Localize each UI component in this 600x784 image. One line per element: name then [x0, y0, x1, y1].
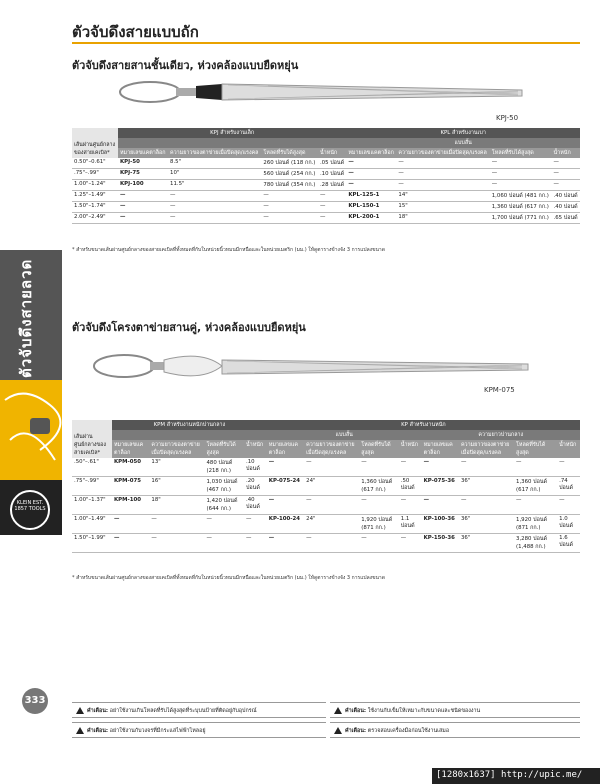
kpj-grip-illustration — [118, 78, 532, 112]
table-cell: 1,060 ปอนด์ (481 กก.) — [490, 191, 552, 202]
table-cell: .10 ปอนด์ — [318, 169, 346, 180]
table-cell: KP-150-36 — [422, 534, 459, 553]
table-cell: .40 ปอนด์ — [552, 202, 581, 213]
table-cell: KP-100-24 — [267, 515, 304, 534]
warning-text: อย่าใช้งานเกินโหลดที่รับได้สูงสุดที่ระบุบนป้ายที่ติดอยู่กับอุปกรณ์ — [109, 708, 257, 714]
s2-h-catalog-3: หมายเลขแคตาล็อก — [422, 440, 459, 458]
s1-h-length-2: ความยาวของตาข่ายเมื่อปิดสุด/แรงคล — [396, 148, 489, 158]
table-cell: .28 ปอนด์ — [318, 180, 346, 191]
table-cell: — — [396, 169, 489, 180]
table-cell: — — [346, 169, 396, 180]
table-cell: 1,360 ปอนด์ (617 กก.) — [514, 477, 557, 496]
s1-h-catalog-2: หมายเลขแคตาล็อก — [346, 148, 396, 158]
s2-h-weight: น้ำหนัก — [244, 440, 267, 458]
table-cell: — — [422, 458, 459, 477]
s1-h-load: โหลดที่รับได้สูงสุด — [261, 148, 318, 158]
table-row — [72, 180, 580, 191]
s2-h-length-3: ความยาวของตาข่ายเมื่อปิดสุด/แรงคล — [459, 440, 514, 458]
table-cell: .20 ปอนด์ — [244, 477, 267, 496]
table-cell: KPJ-75 — [118, 169, 168, 180]
table-cell: — — [118, 202, 168, 213]
table-cell: 11.5" — [168, 180, 261, 191]
s2-h-load: โหลดที่รับได้สูงสุด — [204, 440, 244, 458]
table-cell: 1,920 ปอนด์ (871 กก.) — [514, 515, 557, 534]
warning-label: คำเตือน: — [345, 728, 367, 734]
table-cell: .05 ปอนด์ — [318, 158, 346, 169]
table-cell: — — [168, 191, 261, 202]
table-cell: — — [557, 496, 580, 515]
table-cell-diameter: 1.25"–1.49" — [72, 191, 118, 202]
table-cell: — — [149, 515, 204, 534]
table-cell: — — [514, 458, 557, 477]
s2-h-length-2: ความยาวของตาข่ายเมื่อปิดสุด/แรงคล — [304, 440, 359, 458]
s2-group2-sub1: แบบสั้น — [267, 430, 422, 440]
table-row — [72, 534, 580, 553]
table-cell: 1,030 ปอนด์ (467 กก.) — [204, 477, 244, 496]
section1-model-label: KPJ-50 — [496, 114, 519, 122]
table-row — [72, 202, 580, 213]
table-cell-diameter: .50"–.61" — [72, 458, 112, 477]
table-cell: — — [359, 458, 399, 477]
table-cell: 1.0 ปอนด์ — [557, 515, 580, 534]
table-cell: — — [552, 169, 581, 180]
section1-table — [72, 128, 580, 224]
table-cell-diameter: .75"–.99" — [72, 169, 118, 180]
table-cell: 18" — [149, 496, 204, 515]
side-photo-graphic — [0, 380, 62, 480]
warning-1 — [72, 702, 326, 718]
table-cell-diameter: 1.00"–1.49" — [72, 515, 112, 534]
section2-title: ตัวจับดึงโครงตาข่ายสานคู่, ห่วงคล้องแบบยืดหยุ่น — [72, 321, 306, 334]
table-cell: — — [244, 515, 267, 534]
section1-footnote: * สำหรับขนาดเส้นผ่านศูนย์กลางของสายเคเบิลที่ทั้งหมดที่กับในหน่วยนิ้วหมนมีกหนือและในหน่วยเมตริก (มม.) ให้ดูตารางข้างจัง 3 การแปลงขนาด — [72, 247, 385, 253]
table-cell: 10" — [168, 169, 261, 180]
s2-group1-spacer — [112, 430, 267, 440]
warning-text: ใช้งานกับเข็มให้เหมาะกับขนาดและชนิดของงาน — [367, 708, 481, 714]
s2-group2-sub2: ความยาวปานกลาง — [422, 430, 580, 440]
s1-col-diameter-header: เส้นผ่านศูนย์กลางของสายเคเบิล* — [72, 128, 118, 158]
s1-h-load-2: โหลดที่รับได้สูงสุด — [490, 148, 552, 158]
section2-model-label: KPM-075 — [484, 386, 515, 394]
table-cell: — — [557, 458, 580, 477]
klein-logo: KLEIN EST. 1857 TOOLS — [10, 490, 50, 530]
table-row — [72, 213, 580, 224]
table-cell-diameter: 1.50"–1.74" — [72, 202, 118, 213]
table-cell: KP-075-24 — [267, 477, 304, 496]
s2-group2-header: KP สำหรับงานหนัก — [267, 420, 580, 430]
table-cell: — — [267, 458, 304, 477]
table-cell: KPM-075 — [112, 477, 149, 496]
table-row — [72, 169, 580, 180]
table-cell: 780 ปอนด์ (354 กก.) — [261, 180, 318, 191]
table-row — [72, 158, 580, 169]
side-photo — [0, 380, 62, 480]
warning-3 — [72, 722, 326, 738]
table-cell: — — [261, 213, 318, 224]
table-row — [72, 496, 580, 515]
s1-h-weight: น้ำหนัก — [318, 148, 346, 158]
kpm-grip-illustration — [92, 346, 532, 386]
table-cell-diameter: 2.00"–2.49" — [72, 213, 118, 224]
image-source-footer: [1280x1637] http://upic.me/ — [432, 768, 600, 784]
table-cell: 1,360 ปอนด์ (617 กก.) — [490, 202, 552, 213]
table-cell: 36" — [459, 515, 514, 534]
warning-icon — [334, 727, 342, 734]
section2-table — [72, 420, 580, 553]
page-title: ตัวจับดึงสายแบบถัก — [72, 23, 199, 41]
table-row — [72, 458, 580, 477]
table-cell: — — [318, 202, 346, 213]
table-cell-diameter: 1.00"–1.37" — [72, 496, 112, 515]
table-cell: .40 ปอนด์ — [552, 191, 581, 202]
table-cell: — — [304, 534, 359, 553]
table-cell-diameter: 1.00"–1.24" — [72, 180, 118, 191]
s2-h-load-3: โหลดที่รับได้สูงสุด — [514, 440, 557, 458]
s2-table-body — [72, 458, 580, 553]
table-cell: 1.6 ปอนด์ — [557, 534, 580, 553]
table-cell: — — [399, 458, 422, 477]
table-cell: — — [304, 458, 359, 477]
table-cell: .40 ปอนด์ — [244, 496, 267, 515]
table-cell: — — [422, 496, 459, 515]
s2-h-weight-3: น้ำหนัก — [557, 440, 580, 458]
title-rule — [72, 42, 580, 44]
table-cell: — — [261, 202, 318, 213]
s1-group2-sub: แบบสั้น — [346, 138, 580, 148]
warning-icon — [334, 707, 342, 714]
table-cell: — — [204, 534, 244, 553]
table-cell: 24" — [304, 515, 359, 534]
table-cell: 480 ปอนด์ (218 กก.) — [204, 458, 244, 477]
warning-2 — [330, 702, 580, 718]
table-cell: 18" — [396, 213, 489, 224]
s2-group1-header: KPM สำหรับงานหนักปานกลาง — [112, 420, 267, 430]
table-cell: — — [399, 496, 422, 515]
table-cell: — — [514, 496, 557, 515]
table-cell: — — [346, 180, 396, 191]
table-cell: — — [112, 534, 149, 553]
table-cell: — — [318, 213, 346, 224]
table-row — [72, 515, 580, 534]
table-cell: 15" — [396, 202, 489, 213]
table-cell: — — [261, 191, 318, 202]
table-cell: .65 ปอนด์ — [552, 213, 581, 224]
table-cell: 3,280 ปอนด์ (1,488 กก.) — [514, 534, 557, 553]
table-row — [72, 477, 580, 496]
table-cell: — — [112, 515, 149, 534]
table-cell: 13" — [149, 458, 204, 477]
table-cell: — — [396, 180, 489, 191]
table-cell: 36" — [459, 534, 514, 553]
table-cell: — — [267, 534, 304, 553]
table-cell: KP-100-36 — [422, 515, 459, 534]
table-cell: — — [168, 202, 261, 213]
table-cell: .50 ปอนด์ — [399, 477, 422, 496]
table-cell: 24" — [304, 477, 359, 496]
table-cell: KPJ-50 — [118, 158, 168, 169]
table-cell: 1,700 ปอนด์ (771 กก.) — [490, 213, 552, 224]
table-cell: — — [490, 169, 552, 180]
table-cell: 36" — [459, 477, 514, 496]
table-cell-diameter: 0.50"–0.61" — [72, 158, 118, 169]
warning-text: ตรวจสอบเครื่องมือก่อนใช้งานเสมอ — [367, 728, 450, 734]
table-cell: — — [459, 496, 514, 515]
warning-icon — [76, 707, 84, 714]
section1-title: ตัวจับดึงสายสานชั้นเดียว, ห่วงคล้องแบบยืดหยุ่น — [72, 59, 299, 72]
table-cell: KPL-150-1 — [346, 202, 396, 213]
s2-h-weight-2: น้ำหนัก — [399, 440, 422, 458]
table-cell: — — [399, 534, 422, 553]
warning-label: คำเตือน: — [345, 708, 367, 714]
warning-icon — [76, 727, 84, 734]
s1-h-length: ความยาวของตาข่ายเมื่อปิดสุด/แรงคล — [168, 148, 261, 158]
s1-h-catalog: หมายเลขแคตาล็อก — [118, 148, 168, 158]
s1-h-weight-2: น้ำหนัก — [552, 148, 581, 158]
warning-label: คำเตือน: — [87, 708, 109, 714]
table-cell: — — [490, 180, 552, 191]
side-tab-label: ตัวจับดึงสายลวด — [17, 258, 35, 378]
table-cell: KP-075-36 — [422, 477, 459, 496]
table-cell: 8.5" — [168, 158, 261, 169]
table-cell: .74 ปอนด์ — [557, 477, 580, 496]
s1-group2-header: KPL สำหรับงานเบา — [346, 128, 580, 138]
s2-col-diameter-header: เส้นผ่านศูนย์กลางของสายเคเบิล* — [72, 420, 112, 458]
table-cell: KPM-050 — [112, 458, 149, 477]
table-cell: — — [490, 158, 552, 169]
s2-h-load-2: โหลดที่รับได้สูงสุด — [359, 440, 399, 458]
s2-h-length: ความยาวของตาข่ายเมื่อปิดสุด/แรงคล — [149, 440, 204, 458]
table-cell: — — [168, 213, 261, 224]
table-cell: — — [359, 496, 399, 515]
table-cell: 1,360 ปอนด์ (617 กก.) — [359, 477, 399, 496]
table-cell: — — [267, 496, 304, 515]
s2-h-catalog: หมายเลขแคตาล็อก — [112, 440, 149, 458]
table-cell: 16" — [149, 477, 204, 496]
table-cell: KPJ-100 — [118, 180, 168, 191]
table-cell: — — [118, 191, 168, 202]
table-cell: — — [396, 158, 489, 169]
table-cell: — — [204, 515, 244, 534]
section2-footnote: * สำหรับขนาดเส้นผ่านศูนย์กลางของสายเคเบิลที่ทั้งหมดที่กับในหน่วยนิ้วหมนมีกหนือและในหน่วยเมตริก (มม.) ให้ดูตารางข้างจัง 3 การแปลงขนาด — [72, 575, 385, 581]
table-cell: — — [318, 191, 346, 202]
table-cell: — — [304, 496, 359, 515]
table-cell: 1,420 ปอนด์ (644 กก.) — [204, 496, 244, 515]
table-cell: 1,920 ปอนด์ (871 กก.) — [359, 515, 399, 534]
table-cell: .10 ปอนด์ — [244, 458, 267, 477]
table-cell: — — [149, 534, 204, 553]
table-cell: — — [346, 158, 396, 169]
table-cell: 1.1 ปอนด์ — [399, 515, 422, 534]
table-cell: 14" — [396, 191, 489, 202]
warning-text: อย่าใช้งานกับวงจรที่มีกระแสไฟฟ้าไหลอยู่ — [109, 728, 206, 734]
table-cell: 560 ปอนด์ (254 กก.) — [261, 169, 318, 180]
s2-h-catalog-2: หมายเลขแคตาล็อก — [267, 440, 304, 458]
table-cell: KPL-125-1 — [346, 191, 396, 202]
s1-table-body — [72, 158, 580, 224]
table-cell: — — [552, 180, 581, 191]
table-cell: — — [244, 534, 267, 553]
s1-group1-header: KPJ สำหรับงานเล็ก — [118, 128, 346, 138]
table-row — [72, 191, 580, 202]
page-number: 333 — [22, 688, 48, 714]
warning-label: คำเตือน: — [87, 728, 109, 734]
table-cell: — — [552, 158, 581, 169]
warning-4 — [330, 722, 580, 738]
table-cell: — — [118, 213, 168, 224]
s1-group1-spacer — [118, 138, 346, 148]
table-cell: — — [359, 534, 399, 553]
table-cell: KPM-100 — [112, 496, 149, 515]
table-cell: — — [459, 458, 514, 477]
table-cell-diameter: .75"–.99" — [72, 477, 112, 496]
table-cell: 260 ปอนด์ (118 กก.) — [261, 158, 318, 169]
table-cell: KPL-200-1 — [346, 213, 396, 224]
table-cell-diameter: 1.50"–1.99" — [72, 534, 112, 553]
